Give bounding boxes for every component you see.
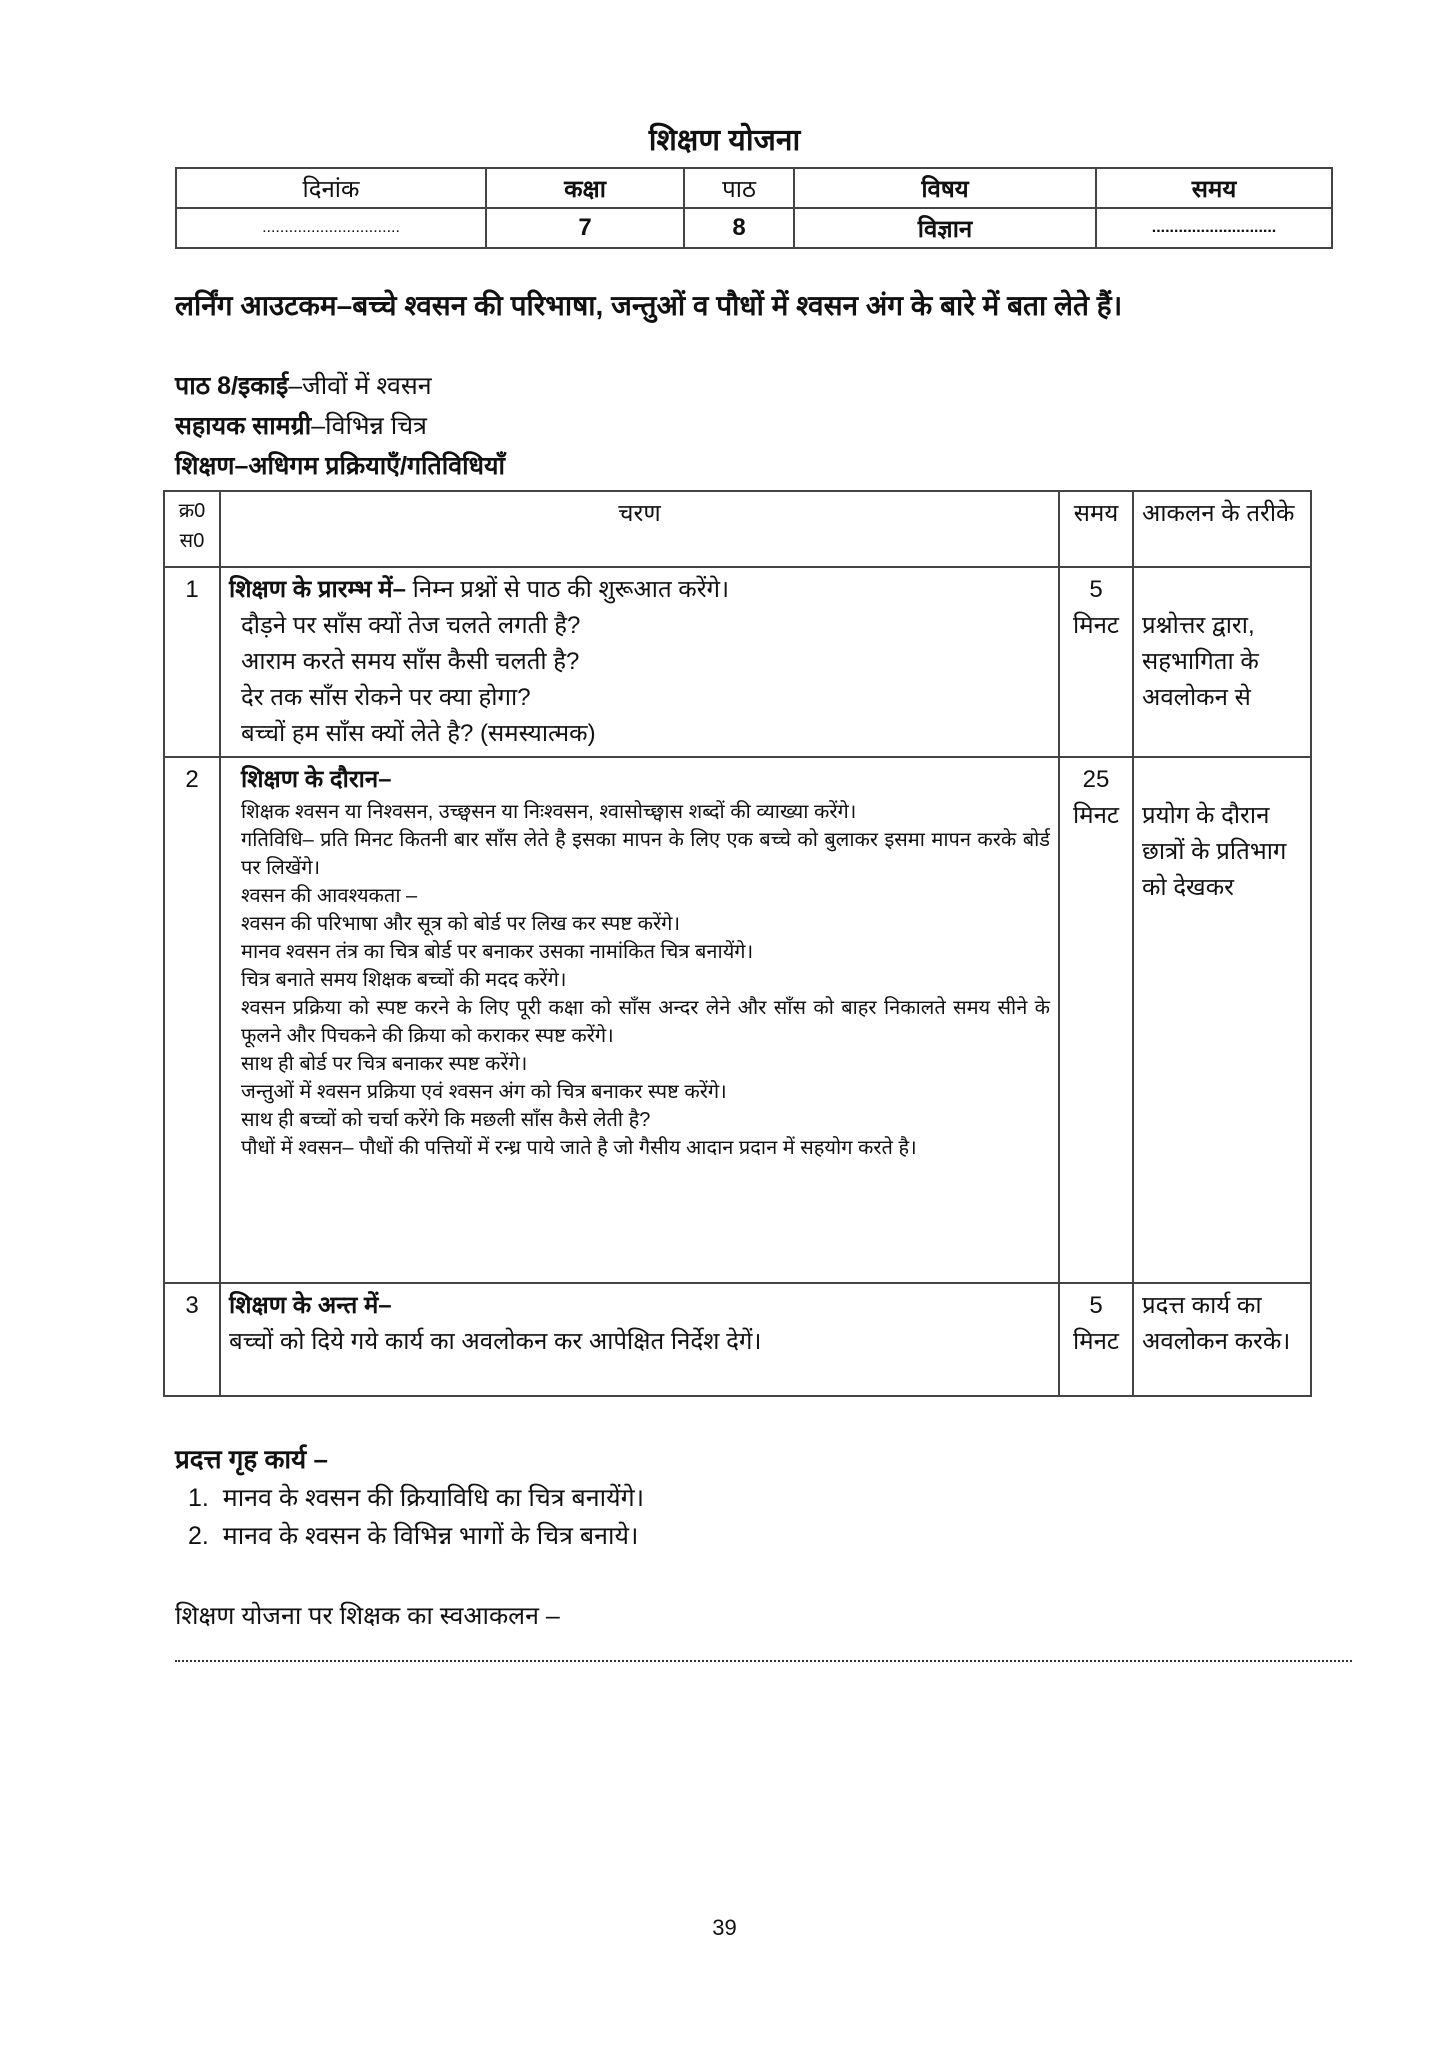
row-time (1059, 567, 1133, 757)
step-line: पौधों में श्वसन– पौधों की पत्तियों में रन्ध्र पाये जाते है जो गैसीय आदान प्रदान में सहयोग करते है। (241, 1137, 917, 1159)
row-time (1059, 757, 1133, 1283)
row-assessment (1133, 757, 1311, 1283)
assessment-text: प्रश्नोत्तर द्वारा, सहभागिता के अवलोकन से (1142, 612, 1259, 711)
step-line: शिक्षक श्वसन या निश्वसन, उच्छ्वसन या निःश्वसन, श्वासोच्छ्वास शब्दों की व्याख्या करेंगे। (241, 801, 857, 823)
step-line: आराम करते समय साँस कैसी चलती है? (241, 648, 580, 675)
time-unit: मिनट (1073, 612, 1119, 639)
unit-label: पाठ 8/इकाई (175, 372, 289, 400)
unit-line (175, 368, 432, 402)
process-table (163, 490, 1312, 1397)
process-row-1 (164, 567, 1311, 757)
homework-item: 2. मानव के श्वसन के विभिन्न भागों के चित्र बनाये। (188, 1522, 639, 1550)
time-unit: मिनट (1073, 1328, 1119, 1355)
header-serial: क्र0 स0 (164, 491, 220, 567)
homework-heading: प्रदत्त गृह कार्य – (175, 1444, 328, 1474)
info-value-row (176, 208, 1332, 248)
process-row-3 (164, 1283, 1311, 1396)
self-evaluation-dotted-line (175, 1660, 1352, 1662)
step-heading: शिक्षण के दौरान– (241, 766, 392, 793)
row-time (1059, 1283, 1133, 1396)
step-line: साथ ही बोर्ड पर चित्र बनाकर स्पष्ट करेंगे। (241, 1053, 528, 1075)
process-header-row (164, 491, 1311, 567)
value-lesson: 8 (684, 208, 794, 248)
step-line: देर तक साँस रोकने पर क्या होगा? (241, 684, 531, 711)
value-subject: विज्ञान (794, 208, 1096, 248)
step-heading-rest: निम्न प्रश्नों से पाठ की शुरूआत करेंगे। (406, 576, 730, 603)
step-line: श्वसन की परिभाषा और सूत्र को बोर्ड पर लिख कर स्पष्ट करेंगे। (241, 913, 681, 935)
step-line: बच्चों हम साँस क्यों लेते है? (समस्यात्मक) (241, 720, 596, 747)
time-value: 5 (1089, 1292, 1103, 1319)
step-line: दौड़ने पर साँस क्यों तेज चलते लगती है? (241, 612, 581, 639)
row-assessment (1133, 567, 1311, 757)
header-class: कक्षा (486, 168, 684, 208)
step-heading: शिक्षण के अन्त में– (229, 1292, 392, 1319)
step-line: श्वसन प्रक्रिया को स्पष्ट करने के लिए पूरी कक्षा को साँस अन्दर लेने और साँस को बाहर निकालते समय सीने के फूलने और पिचकने की क्रिया को कराकर स्पष्ट करेंगे। (241, 997, 1050, 1047)
value-class: 7 (486, 208, 684, 248)
process-row-2 (164, 757, 1311, 1283)
time-value: 5 (1089, 576, 1103, 603)
assessment-text: प्रदत्त कार्य का अवलोकन करके। (1142, 1292, 1291, 1355)
page-number: 39 (712, 1915, 737, 1940)
material-value: –विभिन्न चित्र (311, 412, 427, 440)
header-time: समय (1096, 168, 1332, 208)
step-heading: शिक्षण के प्रारम्भ में– (229, 576, 406, 603)
value-time: ............................ (1096, 208, 1332, 248)
row-number: 3 (164, 1283, 220, 1396)
learning-outcome: लर्निंग आउटकम–बच्चे श्वसन की परिभाषा, जन्तुओं व पौधों में श्वसन अंग के बारे में बता लेते हैं। (175, 290, 1123, 321)
step-line: चित्र बनाते समय शिक्षक बच्चों की मदद करेंगे। (241, 969, 567, 991)
info-header-row (176, 168, 1332, 208)
process-heading: शिक्षण–अधिगम प्रक्रियाएँ/गतिविधियाँ (175, 452, 505, 480)
assessment-text: प्रयोग के दौरान छात्रों के प्रतिभाग को देखकर (1142, 802, 1287, 901)
step-line: जन्तुओं में श्वसन प्रक्रिया एवं श्वसन अंग को चित्र बनाकर स्पष्ट करेंगे। (241, 1081, 727, 1103)
header-lesson: पाठ (684, 168, 794, 208)
time-value: 25 (1082, 766, 1110, 793)
step-line: मानव श्वसन तंत्र का चित्र बोर्ड पर बनाकर उसका नामांकित चित्र बनायेंगे। (241, 941, 754, 963)
self-evaluation-label: शिक्षण योजना पर शिक्षक का स्वआकलन – (175, 1602, 560, 1630)
header-date: दिनांक (176, 168, 486, 208)
material-label: सहायक सामग्री (175, 412, 312, 440)
step-line: श्वसन की आवश्यकता – (241, 885, 418, 907)
header-assessment: आकलन के तरीके (1133, 491, 1311, 567)
step-line: गतिविधि– प्रति मिनट कितनी बार साँस लेते है इसका मापन के लिए एक बच्चे को बुलाकर इसमा मापन करके बोर्ड पर लिखेंगे। (241, 829, 1050, 879)
homework-item: 1. मानव के श्वसन की क्रियाविधि का चित्र बनायेंगे। (188, 1484, 645, 1512)
header-step: चरण (220, 491, 1059, 567)
row-number: 1 (164, 567, 220, 757)
unit-value: –जीवों में श्वसन (288, 372, 432, 400)
row-step (220, 1283, 1059, 1396)
step-line: बच्चों को दिये गये कार्य का अवलोकन कर आपेक्षित निर्देश देगें। (229, 1328, 762, 1355)
time-unit: मिनट (1073, 802, 1119, 829)
row-step (220, 567, 1059, 757)
material-line (175, 408, 427, 442)
row-assessment (1133, 1283, 1311, 1396)
value-date: ............................... (176, 208, 486, 248)
row-step (220, 757, 1059, 1283)
header-subject: विषय (794, 168, 1096, 208)
step-line: साथ ही बच्चों को चर्चा करेंगे कि मछली साँस कैसे लेती है? (241, 1109, 651, 1131)
page-title: शिक्षण योजना (648, 124, 801, 157)
lesson-info-table (175, 167, 1333, 249)
header-time: समय (1059, 491, 1133, 567)
row-number: 2 (164, 757, 220, 1283)
